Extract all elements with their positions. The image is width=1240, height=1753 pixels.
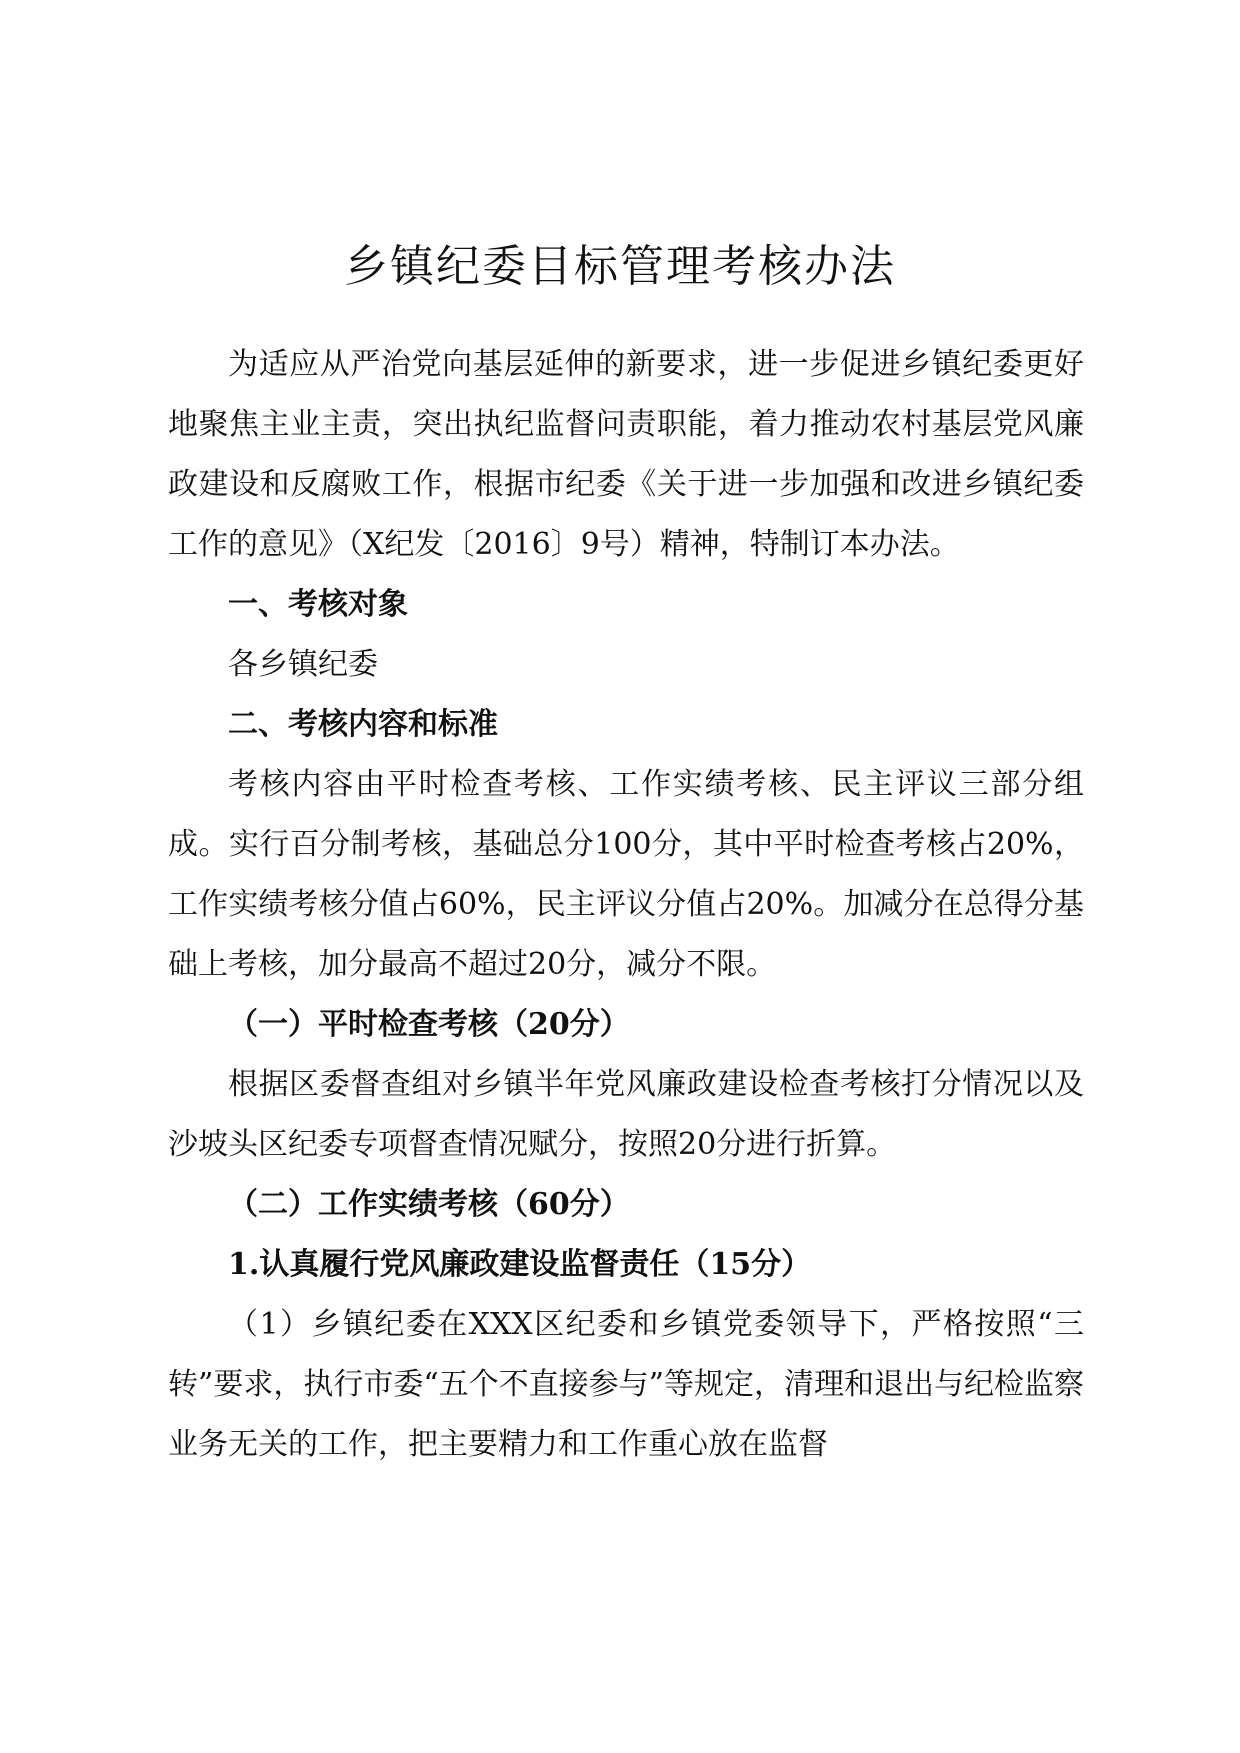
content-standards-paragraph: 考核内容由平时检查考核、工作实绩考核、民主评议三部分组成。实行百分制考核，基础总分100分，其中平时检查考核占20%，工作实绩考核分值占60%，民主评议分值占20%。加减分在总得分基础上考核，加分最高不超过20分，减分不限。 [168, 767, 1084, 982]
section-heading-content-standards: 二、考核内容和标准 [228, 707, 498, 742]
subsection-heading-regular-check: （一）平时检查考核（20分） [228, 1007, 630, 1042]
item-heading-supervision-duty: 1.认真履行党风廉政建设监督责任（15分） [228, 1247, 812, 1282]
section-heading-assessment-target: 一、考核对象 [228, 587, 408, 622]
document-body [168, 335, 1084, 1475]
supervision-duty-paragraph: （1）乡镇纪委在XXX区纪委和乡镇党委领导下，严格按照“三转”要求，执行市委“五个不直接参与”等规定，清理和退出与纪检监察业务无关的工作，把主要精力和工作重心放在监督 [168, 1307, 1085, 1462]
document-title: 乡镇纪委目标管理考核办法 [344, 241, 896, 293]
subsection-heading-performance: （二）工作实绩考核（60分） [228, 1187, 630, 1222]
regular-check-paragraph: 根据区委督查组对乡镇半年党风廉政建设检查考核打分情况以及沙坡头区纪委专项督查情况赋分，按照20分进行折算。 [168, 1067, 1084, 1162]
intro-paragraph: 为适应从严治党向基层延伸的新要求，进一步促进乡镇纪委更好地聚焦主业主责，突出执纪监督问责职能，着力推动农村基层党风廉政建设和反腐败工作，根据市纪委《关于进一步加强和改进乡镇纪委工作的意见》（X纪发〔2016〕9号）精神，特制订本办法。 [168, 347, 1084, 562]
assessment-target-text: 各乡镇纪委 [228, 647, 378, 682]
